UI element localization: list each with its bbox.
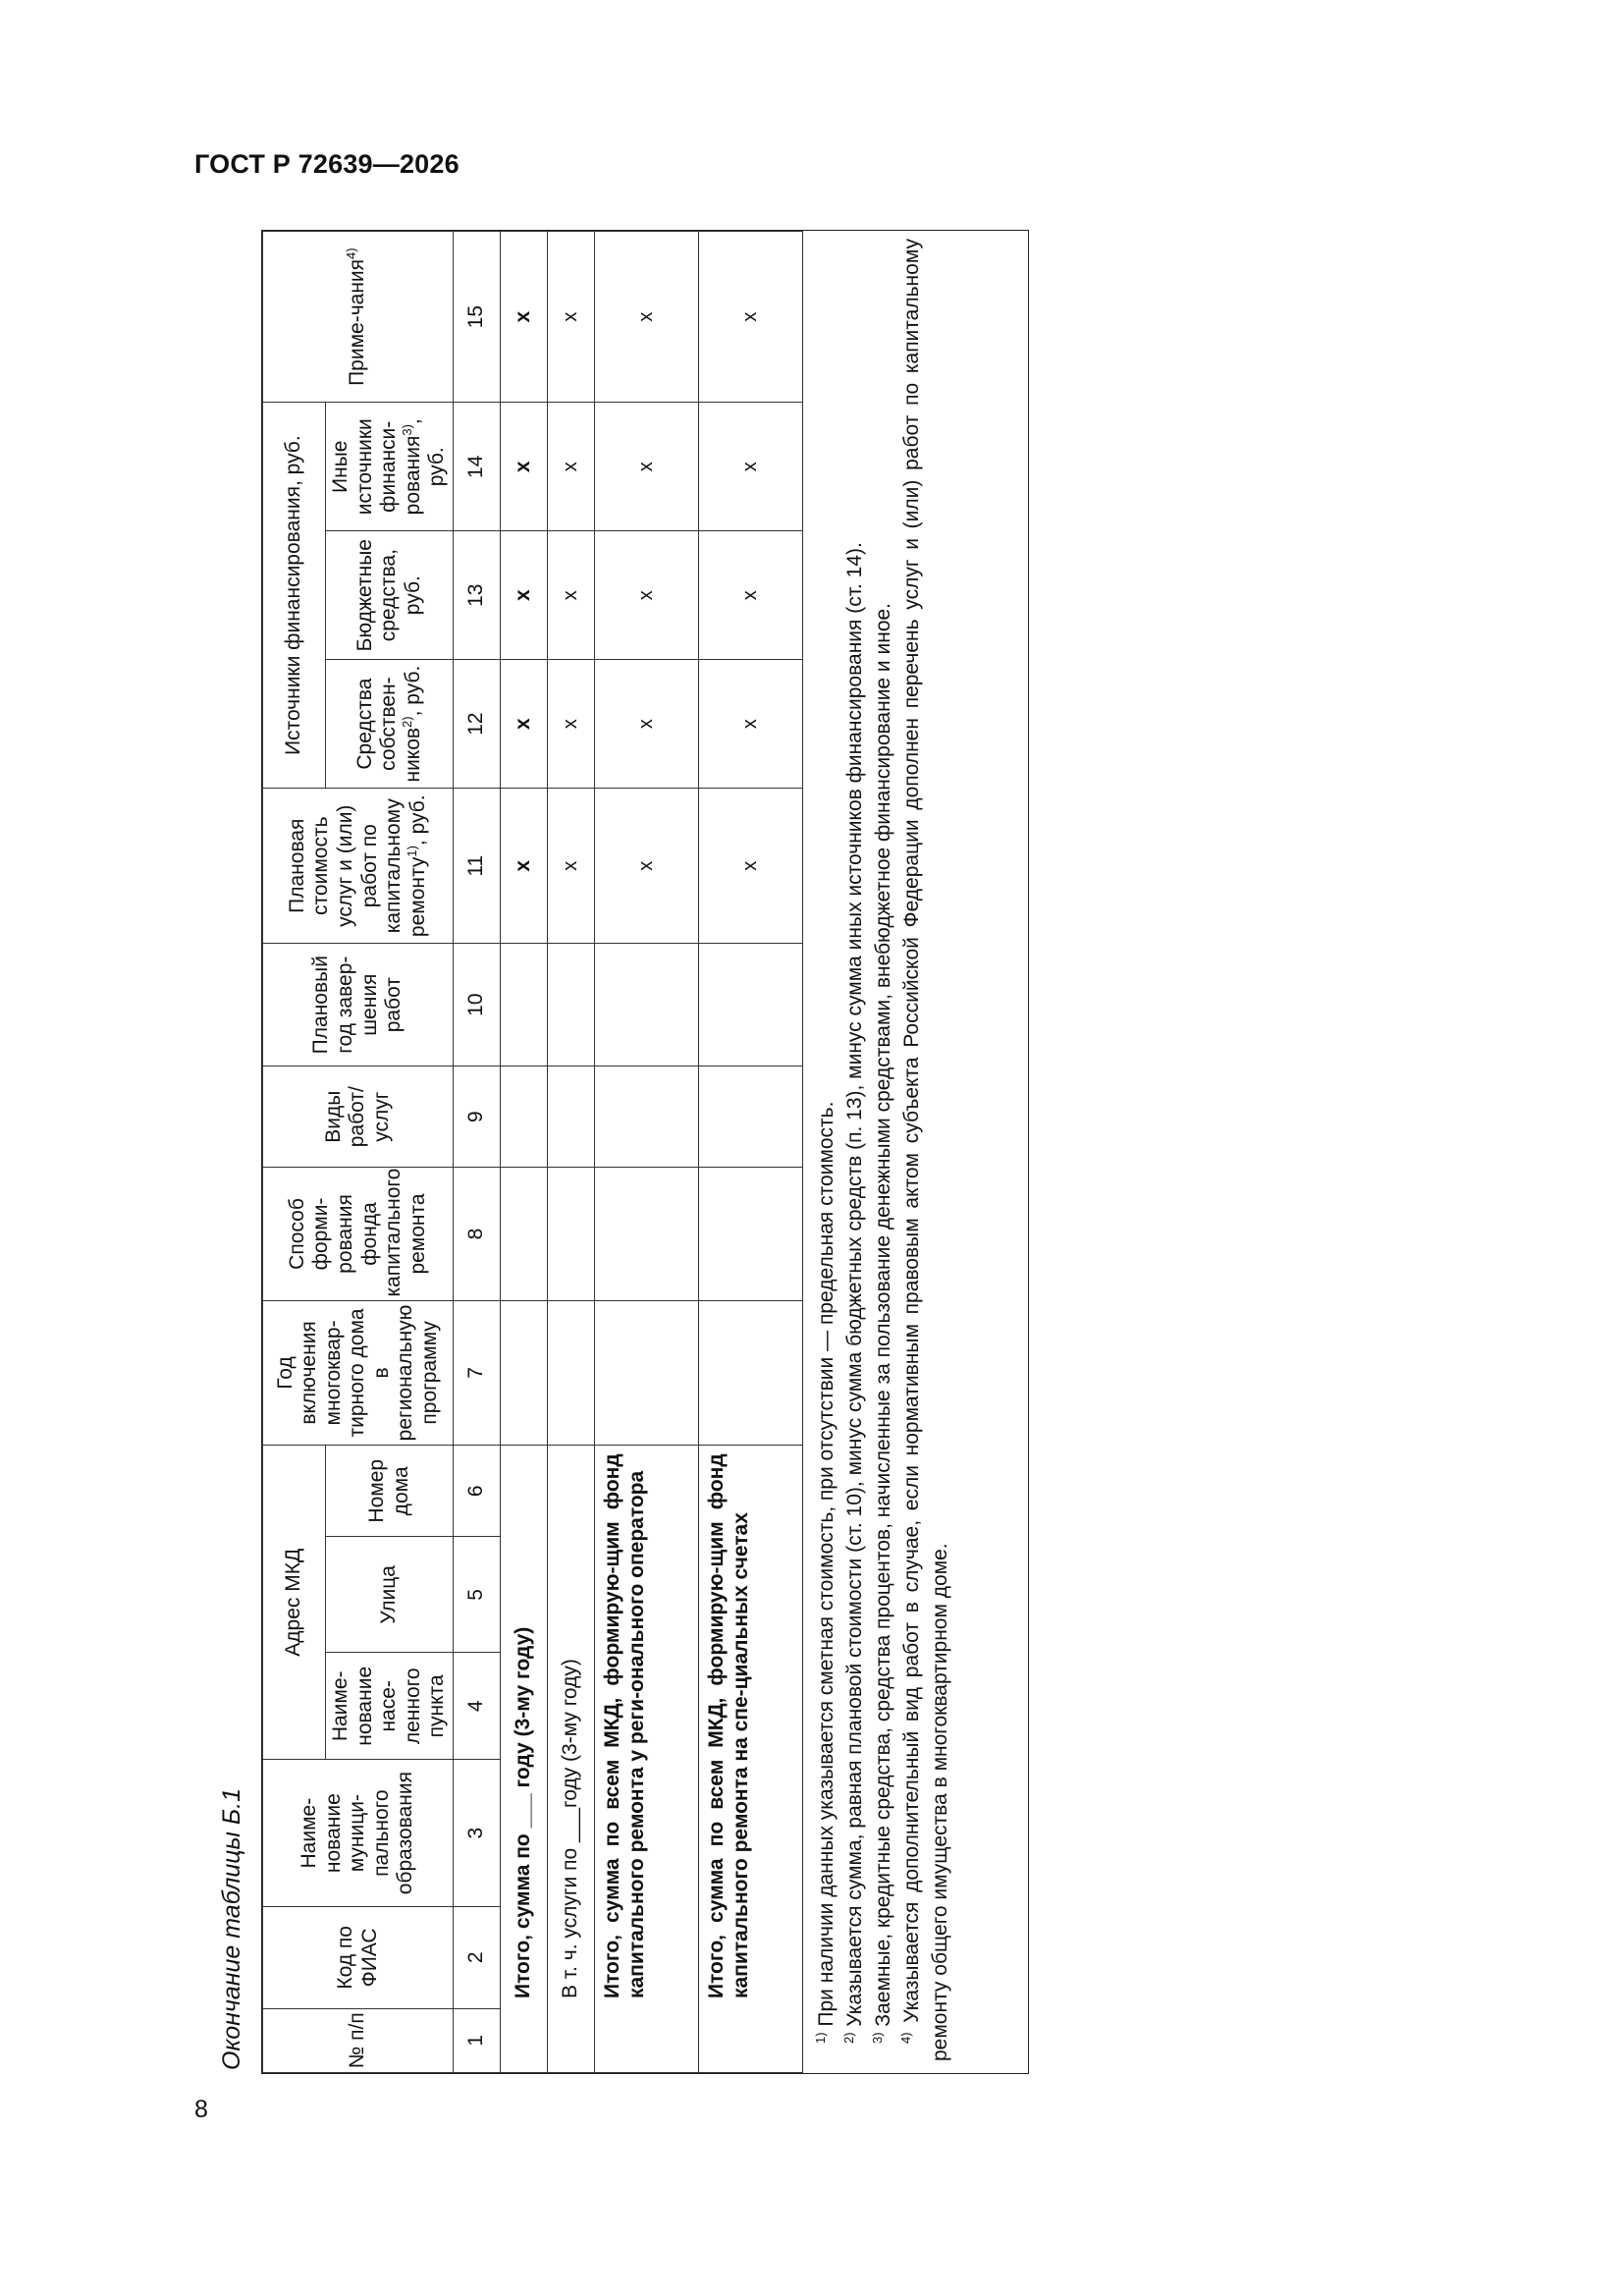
column-number: 5 [454, 1537, 501, 1653]
footnote-mark: 4) [897, 2032, 913, 2044]
table-row [548, 232, 595, 2073]
footnote [841, 239, 870, 2061]
column-number: 8 [454, 1168, 501, 1300]
footnote-text: Указывается сумма, равная плановой стоимости (ст. 10), минус сумма бюджетных средств (п. 13), минус сумма иных источников финансирования (ст. 14). [842, 542, 866, 2027]
footnote [898, 239, 955, 2061]
footnote-text: Заемные, кредитные средства, средства процентов, начисленные за пользование денежными средствами, внебюджетное финансирование и иное. [871, 602, 894, 2027]
x-mark: x [635, 311, 658, 322]
owners-text: Средства собствен-ников [352, 677, 424, 783]
document-header: ГОСТ Р 72639—2026 [194, 149, 460, 179]
notes-text: Приме-чания [346, 258, 369, 386]
table-row [501, 232, 548, 2073]
footnote-mark: 3) [869, 2032, 885, 2044]
column-number: 4 [454, 1653, 501, 1760]
x-mark: x [512, 859, 535, 872]
column-number: 10 [454, 944, 501, 1066]
x-mark: x [512, 718, 535, 730]
row-label: Итого, сумма по всем МКД, формирую-щим фонд капитального ремонта на спе-циальных счетах [699, 1446, 803, 2008]
x-mark: x [560, 860, 582, 871]
footnote-mark: 2) [840, 2032, 856, 2044]
column-number: 2 [454, 1907, 501, 2008]
owners-sup: 2) [399, 716, 414, 728]
footnote [813, 239, 841, 2061]
header-street: Улица [326, 1537, 454, 1653]
planned-cost-sup: 1) [404, 846, 419, 857]
header-planned-cost [263, 789, 454, 944]
header-house: Номер дома [326, 1446, 454, 1537]
other-text: Иные источники финанси-рования [329, 418, 424, 516]
x-mark: x [739, 462, 762, 472]
x-mark: x [512, 589, 535, 602]
footnote [870, 239, 898, 2061]
header-owners [326, 660, 454, 789]
x-mark: x [560, 590, 582, 601]
x-mark: x [739, 590, 762, 601]
header-fund-method: Способ форми-рования фонда капитального ремонта [263, 1168, 454, 1300]
page-number: 8 [194, 2096, 208, 2123]
x-mark: x [512, 461, 535, 473]
header-other [326, 403, 454, 531]
row-label: Итого, сумма по ___ году (3-му году) [501, 1446, 548, 2008]
header-year-included: Год включения многоквар-тирного дома в региональную программу [263, 1300, 454, 1446]
column-number: 7 [454, 1300, 501, 1446]
notes-sup: 4) [344, 247, 359, 259]
footnotes [803, 231, 955, 2073]
header-finance-group: Источники финансирования, руб. [263, 403, 326, 789]
footnote-mark: 1) [813, 2032, 828, 2044]
x-mark: x [739, 311, 762, 322]
header-address-group: Адрес МКД [263, 1446, 326, 1760]
x-mark: x [635, 719, 658, 730]
header-municipality: Наиме-нование муници-пального образования [263, 1760, 454, 1907]
rotated-table-block [218, 228, 1033, 2074]
table-row [595, 232, 699, 2073]
header-fias: Код по ФИАС [263, 1907, 454, 2008]
row-label: Итого, сумма по всем МКД, формирую-щим фонд капитального ремонта у реги-онального оператора [595, 1446, 699, 2008]
header-settlement: Наиме-нование насе-ленного пункта [326, 1653, 454, 1760]
x-mark: x [512, 310, 535, 323]
row-label: В т. ч. услуги по ___году (3-му году) [548, 1446, 595, 2008]
planned-cost-unit: , руб. [406, 794, 429, 847]
x-mark: x [560, 719, 582, 730]
table-caption: Окончание таблицы Б.1 [218, 1788, 245, 2070]
owners-unit: , руб. [401, 665, 424, 717]
x-mark: x [560, 462, 582, 472]
column-number: 13 [454, 531, 501, 660]
column-number: 12 [454, 660, 501, 789]
x-mark: x [739, 860, 762, 871]
table-frame [261, 230, 1029, 2074]
other-unit: , руб. [401, 418, 449, 487]
other-sup: 3) [399, 424, 414, 436]
table-row [699, 232, 803, 2073]
column-number: 6 [454, 1446, 501, 1537]
column-number: 15 [454, 232, 501, 403]
x-mark: x [635, 860, 658, 871]
x-mark: x [739, 719, 762, 730]
planned-cost-text: Плановая стоимость услуг и (или) работ по капитальному ремонту [285, 798, 429, 938]
footnote-text: При наличии данных указывается сметная стоимость, при отсутствии — предельная стоимость. [815, 1101, 838, 2027]
x-mark: x [635, 462, 658, 472]
column-number: 14 [454, 403, 501, 531]
column-number: 11 [454, 789, 501, 944]
column-number: 9 [454, 1066, 501, 1167]
column-number: 1 [454, 2008, 501, 2072]
x-mark: x [635, 590, 658, 601]
header-notes [263, 232, 454, 403]
capital-repair-table [262, 231, 803, 2073]
header-budget: Бюджетные средства, руб. [326, 531, 454, 660]
footnote-text: Указывается дополнительный вид работ в случае, если нормативным правовым актом субъекта Российской Федерации дополнен перечень услуг и (или) работ по капитальному ремонту общего имущества в многоквартирном доме. [899, 239, 951, 2061]
x-mark: x [560, 311, 582, 322]
column-number: 3 [454, 1760, 501, 1907]
header-planned-year: Плановый год завер-шения работ [263, 944, 454, 1066]
header-num: № п/п [263, 2008, 454, 2072]
header-work-types: Виды работ/ услуг [263, 1066, 454, 1167]
